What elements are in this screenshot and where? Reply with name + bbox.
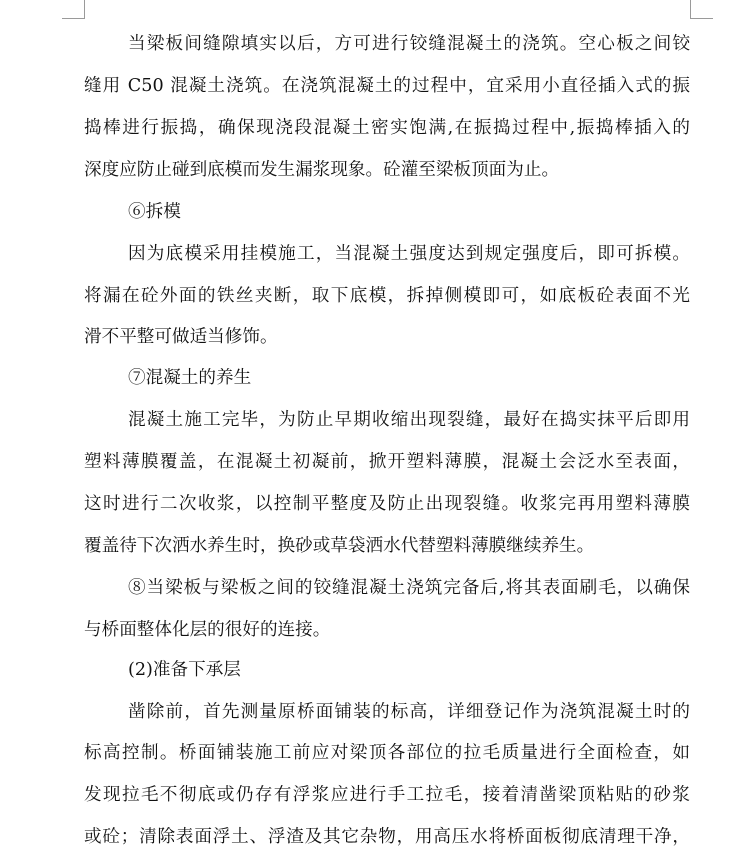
crop-mark-top-left-horizontal <box>62 18 84 19</box>
paragraph-line: 滑不平整可做适当修饰。 <box>84 327 278 347</box>
crop-mark-top-right-vertical <box>690 0 691 19</box>
crop-mark-top-left-vertical <box>84 0 85 19</box>
paragraph-line: 与桥面整体化层的很好的连接。 <box>84 620 331 640</box>
crop-mark-top-right-horizontal <box>691 18 713 19</box>
paragraph-line: 塑料薄膜覆盖，在混凝土初凝前，掀开塑料薄膜，混凝土会泛水至表面， <box>84 452 690 472</box>
paragraph-line: 因为底模采用挂模施工，当混凝土强度达到规定强度后，即可拆模。 <box>128 244 690 264</box>
section-heading-formwork-removal: ⑥拆模 <box>128 202 181 222</box>
paragraph-line: 或砼；清除表面浮土、浮渣及其它杂物，用高压水将桥面板彻底清理干净， <box>84 827 690 847</box>
paragraph-line: 捣棒进行振捣，确保现浇段混凝土密实饱满,在振捣过程中,振捣棒插入的 <box>84 118 690 138</box>
paragraph-line: 将漏在砼外面的铁丝夹断，取下底模，拆掉侧模即可，如底板砼表面不光 <box>84 286 690 306</box>
paragraph-line: 深度应防止碰到底模而发生漏浆现象。砼灌至梁板顶面为止。 <box>84 160 560 180</box>
paragraph-line: 当梁板间缝隙填实以后，方可进行铰缝混凝土的浇筑。空心板之间铰 <box>128 34 690 54</box>
paragraph-line: 缝用 C50 混凝土浇筑。在浇筑混凝土的过程中，宜采用小直径插入式的振 <box>84 76 690 96</box>
paragraph-line: 凿除前，首先测量原桥面铺装的标高，详细登记作为浇筑混凝土时的 <box>128 702 690 722</box>
paragraph-line: 标高控制。桥面铺装施工前应对梁顶各部位的拉毛质量进行全面检查，如 <box>84 743 690 763</box>
paragraph-line: 发现拉毛不彻底或仍存有浮浆应进行手工拉毛，接着清凿梁顶粘贴的砂浆 <box>84 785 690 805</box>
paragraph-line: 混凝土施工完毕，为防止早期收缩出现裂缝，最好在捣实抹平后即用 <box>128 410 690 430</box>
section-heading-prepare-base-layer: (2)准备下承层 <box>128 660 241 680</box>
paragraph-line: 这时进行二次收浆，以控制平整度及防止出现裂缝。收浆完再用塑料薄膜 <box>84 494 690 514</box>
paragraph-line: ⑧当梁板与梁板之间的铰缝混凝土浇筑完备后,将其表面刷毛，以确保 <box>128 578 690 598</box>
paragraph-line: 覆盖待下次洒水养生时，换砂或草袋洒水代替塑料薄膜继续养生。 <box>84 536 595 556</box>
section-heading-concrete-curing: ⑦混凝土的养生 <box>128 368 252 388</box>
